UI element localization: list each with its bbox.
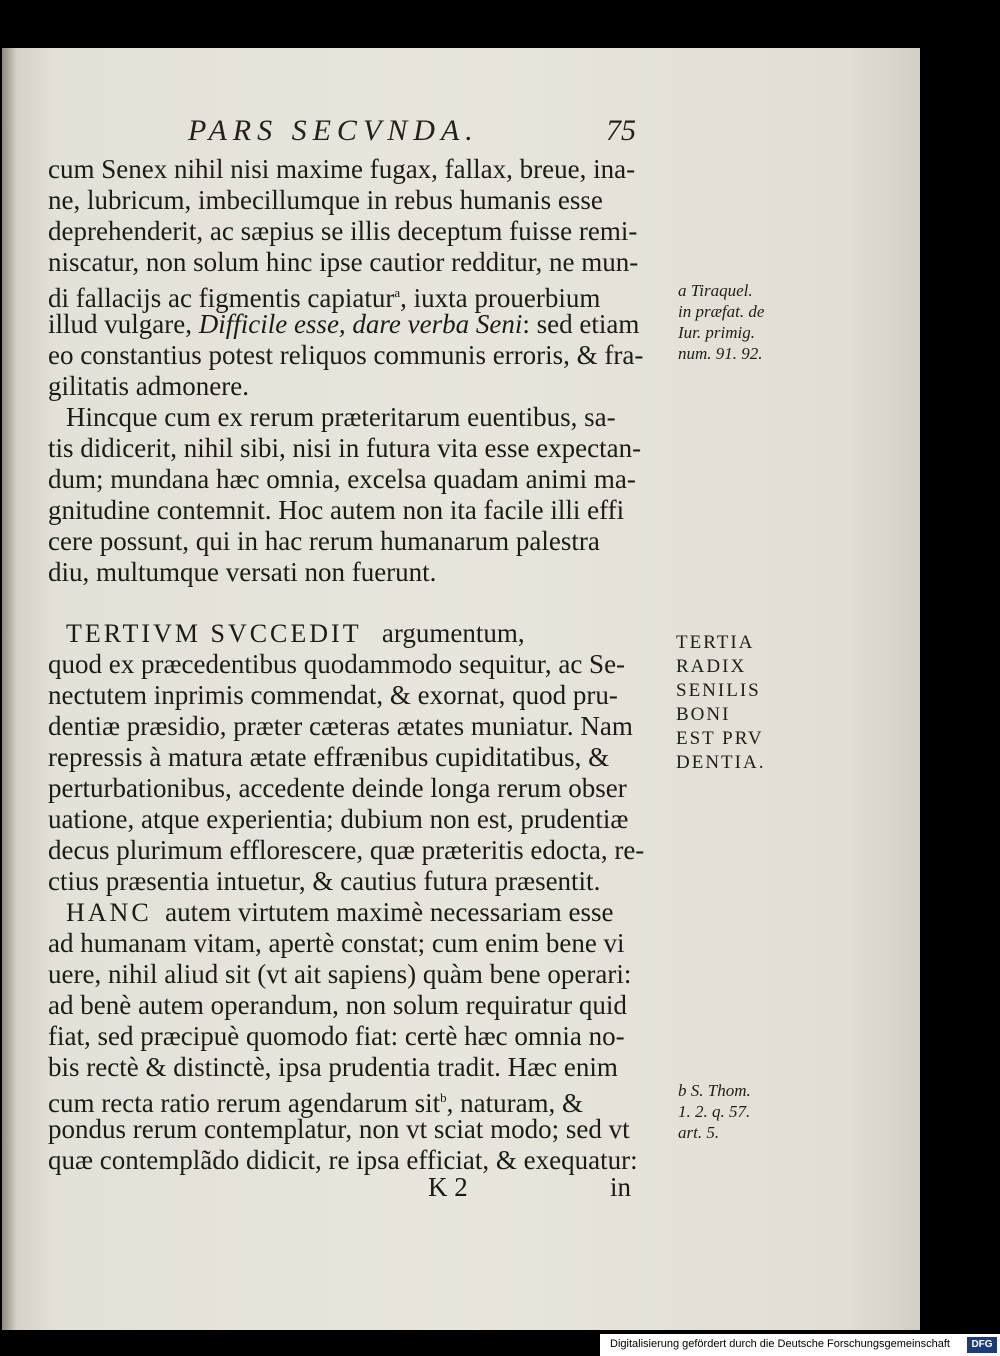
page-gutter-shadow xyxy=(2,48,16,1330)
text-line: tis didicerit, nihil sibi, nisi in futura vita esse expectan- xyxy=(48,433,642,463)
margin-heading-line: DENTIA. xyxy=(676,752,766,773)
book-page xyxy=(2,48,920,1330)
margin-heading-line: TERTIA xyxy=(676,632,755,653)
margin-note-b-line: art. 5. xyxy=(678,1123,720,1142)
funding-credit-bar xyxy=(600,1334,1000,1356)
text-fragment: argumentum, xyxy=(381,618,525,648)
text-line: eo constantius potest reliquos communis erroris, & fra- xyxy=(48,340,644,370)
margin-heading-line: SENILIS xyxy=(676,680,761,701)
text-line: ad benè autem operandum, non solum requiratur quid xyxy=(48,990,627,1020)
text-line: quæ contemplãdo didicit, re ipsa efficiat, & exequatur: xyxy=(48,1145,638,1175)
text-line: ctius præsentia intuetur, & cautius futura præsentit. xyxy=(48,866,601,896)
signature-mark: K 2 xyxy=(428,1172,468,1202)
text-line: cum Senex nihil nisi maxime fugax, fallax, breue, ina- xyxy=(48,154,636,184)
text-fragment: cum recta ratio rerum agendarum sit xyxy=(48,1088,441,1118)
text-line xyxy=(48,309,639,339)
dfg-logo: DFG xyxy=(967,1337,997,1353)
footnote-mark-b: b xyxy=(440,1090,447,1105)
text-line: repressis à matura ætate effrænibus cupiditatibus, & xyxy=(48,742,610,772)
paragraph-opening-caps: HANC xyxy=(66,898,152,927)
text-line xyxy=(66,897,614,928)
text-line: gnitudine contemnit. Hoc autem non ita facile illi effi xyxy=(48,495,625,525)
text-fragment: autem virtutem maximè necessariam esse xyxy=(165,897,614,927)
italic-proverb: Difficile esse, dare verba Seni xyxy=(198,309,523,339)
text-line xyxy=(48,278,600,313)
text-line: perturbationibus, accedente deinde longa rerum obser xyxy=(48,773,627,803)
margin-heading-line: RADIX xyxy=(676,656,747,677)
text-line: nectutem inprimis commendat, & exornat, quod pru- xyxy=(48,680,618,710)
catchword: in xyxy=(610,1172,632,1202)
margin-note-b-line: b S. Thom. xyxy=(678,1081,751,1100)
margin-heading-line: BONI xyxy=(676,704,731,725)
text-line: niscatur, non solum hinc ipse cautior redditur, ne mun- xyxy=(48,247,639,277)
margin-heading-line: EST PRV xyxy=(676,728,764,749)
text-line: gilitatis admonere. xyxy=(48,371,249,401)
text-fragment: , iuxta prouerbium xyxy=(400,283,601,313)
text-line: fiat, sed præcipuè quomodo fiat: certè hæc omnia no- xyxy=(48,1021,625,1051)
text-line: pondus rerum contemplatur, non vt sciat modo; sed vt xyxy=(48,1114,630,1144)
text-fragment: di fallacijs ac figmentis capiatur xyxy=(48,283,395,313)
text-line: deprehenderit, ac sæpius se illis deceptum fuisse remi- xyxy=(48,216,638,246)
text-line: ne, lubricum, imbecillumque in rebus humanis esse xyxy=(48,185,603,215)
text-line: ad humanam vitam, apertè constat; cum enim bene vi xyxy=(48,928,625,958)
text-line: Hincque cum ex rerum præteritarum euentibus, sa- xyxy=(66,402,616,432)
margin-note-a-line: num. 91. 92. xyxy=(678,344,763,363)
text-line: quod ex præcedentibus quodammodo sequitur, ac Se- xyxy=(48,649,626,679)
text-fragment: : sed etiam xyxy=(522,309,640,339)
funding-credit-text: Digitalisierung gefördert durch die Deutsche Forschungsgemeinschaft xyxy=(610,1338,950,1350)
text-line xyxy=(48,1083,583,1118)
text-line: decus plurimum efflorescere, quæ præteritis edocta, re- xyxy=(48,835,645,865)
margin-note-a-line: in præfat. de xyxy=(678,302,765,321)
text-fragment: illud vulgare, xyxy=(48,309,192,339)
text-line: uere, nihil aliud sit (vt ait sapiens) quàm bene operari: xyxy=(48,959,632,989)
margin-note-b-line: 1. 2. q. 57. xyxy=(678,1102,751,1121)
page-number: 75 xyxy=(606,114,636,147)
text-line: dentiæ præsidio, præter cæteras ætates muniatur. Nam xyxy=(48,711,633,741)
text-line: cere possunt, qui in hac rerum humanarum palestra xyxy=(48,526,600,556)
text-line: dum; mundana hæc omnia, excelsa quadam animi ma- xyxy=(48,464,636,494)
text-line: bis rectè & distinctè, ipsa prudentia tradit. Hæc enim xyxy=(48,1052,618,1082)
running-head: PARS SECVNDA. xyxy=(188,114,479,147)
footnote-mark-a: a xyxy=(394,285,401,300)
section-opening-caps: TERTIVM SVCCEDIT xyxy=(66,619,362,648)
margin-note-a-line: a Tiraquel. xyxy=(678,281,753,300)
text-line: diu, multumque versati non fuerunt. xyxy=(48,557,437,587)
margin-note-a-line: Iur. primig. xyxy=(678,323,755,342)
text-fragment: , naturam, & xyxy=(446,1088,584,1118)
text-line: uatione, atque experientia; dubium non est, prudentiæ xyxy=(48,804,629,834)
text-line xyxy=(66,618,525,649)
